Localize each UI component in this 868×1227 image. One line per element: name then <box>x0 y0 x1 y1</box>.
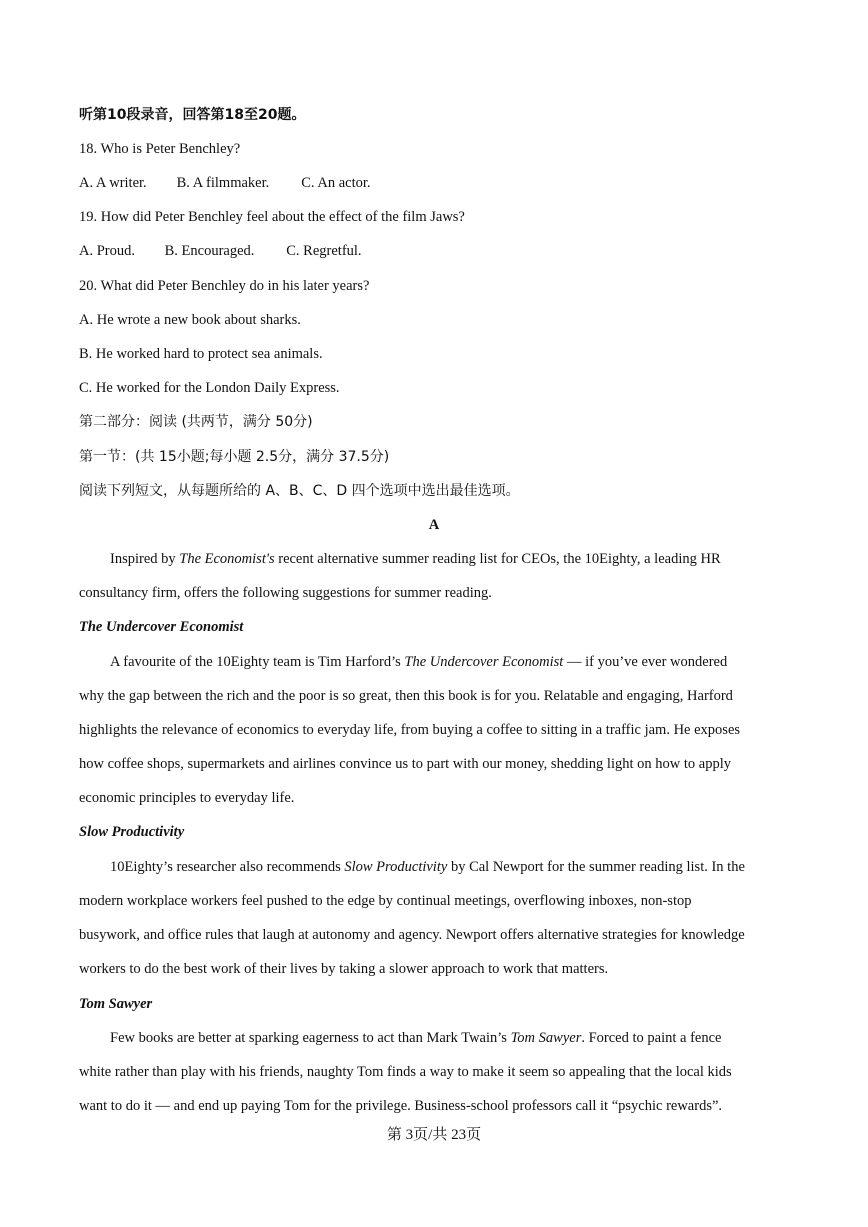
intro-post: recent alternative summer reading list for CEOs, the 10Eighty, a leading HR <box>274 551 721 567</box>
question-20-option-b: B. He worked hard to protect sea animals. <box>79 346 323 362</box>
book-title-tom-sawyer: Tom Sawyer <box>79 996 153 1012</box>
book1-line-3: highlights the relevance of economics to everyday life, from buying a coffee to sitting in a traffic jam. He exposes <box>79 722 741 738</box>
book3-line-2: white rather than play with his friends, naughty Tom finds a way to make it seem so appealing that the local kids <box>79 1064 732 1080</box>
book2-line-3: busywork, and office rules that laugh at autonomy and agency. Newport offers alternative strategies for knowledge <box>79 927 745 943</box>
question-18-option-b: B. A filmmaker. <box>176 175 270 191</box>
question-19-options <box>79 242 788 260</box>
reading-instruction: 阅读下列短文，从每题所给的 A、B、C、D 四个选项中选出最佳选项。 <box>79 483 520 499</box>
question-18-option-c: C. An actor. <box>301 175 371 191</box>
section1-title: 第一节：(共 15小题;每小题 2.5分，满分 37.5分) <box>79 449 390 465</box>
book2-line1-post: by Cal Newport for the summer reading list. In the <box>447 859 745 875</box>
question-18-stem: 18. Who is Peter Benchley? <box>79 141 241 157</box>
book1-line1-pre: A favourite of the 10Eighty team is Tim Harford’s <box>110 654 405 670</box>
intro-line-2: consultancy firm, offers the following suggestions for summer reading. <box>79 585 492 601</box>
question-19-option-a: A. Proud. <box>79 243 135 259</box>
question-20-stem: 20. What did Peter Benchley do in his later years? <box>79 278 370 294</box>
book1-line1-italic: The Undercover Economist <box>404 654 564 670</box>
book3-line1-italic: Tom Sawyer <box>510 1030 582 1046</box>
book3-line1-post: . Forced to paint a fence <box>581 1030 722 1046</box>
intro-line-1 <box>110 550 788 568</box>
page-footer: 第 3页/共 23页 <box>386 1127 482 1143</box>
book3-line-1 <box>110 1029 788 1047</box>
book3-line1-pre: Few books are better at sparking eagerness to act than Mark Twain’s <box>110 1030 511 1046</box>
intro-source: The Economist's <box>179 551 275 567</box>
question-19-option-b: B. Encouraged. <box>164 243 255 259</box>
book-title-slow-productivity: Slow Productivity <box>79 824 185 840</box>
book2-line1-italic: Slow Productivity <box>344 859 448 875</box>
book1-line-4: how coffee shops, supermarkets and airlines convince us to part with our money, shedding light on how to apply <box>79 756 731 772</box>
passage-label: A <box>428 517 440 533</box>
section10-intro: 听第10段录音，回答第18至20题。 <box>79 107 306 123</box>
book2-line1-pre: 10Eighty’s researcher also recommends <box>110 859 345 875</box>
question-18-option-a: A. A writer. <box>79 175 147 191</box>
book2-line-1 <box>110 858 788 876</box>
part2-title: 第二部分：阅读 (共两节，满分 50分) <box>79 414 313 430</box>
book1-line-1 <box>110 653 788 671</box>
book2-line-2: modern workplace workers feel pushed to the edge by continual meetings, overflowing inboxes, non-stop <box>79 893 692 909</box>
book-title-undercover-economist: The Undercover Economist <box>79 619 244 635</box>
book1-line-5: economic principles to everyday life. <box>79 790 295 806</box>
question-18-options <box>79 174 788 192</box>
book1-line1-post: — if you’ve ever wondered <box>563 654 728 670</box>
intro-pre: Inspired by <box>110 551 180 567</box>
question-19-option-c: C. Regretful. <box>286 243 362 259</box>
book3-line-3: want to do it — and end up paying Tom for the privilege. Business-school professors call it “psychic rewards”. <box>79 1098 723 1114</box>
book2-line-4: workers to do the best work of their lives by taking a slower approach to work that matters. <box>79 961 609 977</box>
question-19-stem: 19. How did Peter Benchley feel about the effect of the film Jaws? <box>79 209 465 225</box>
question-20-option-a: A. He wrote a new book about sharks. <box>79 312 301 328</box>
question-20-option-c: C. He worked for the London Daily Express. <box>79 380 340 396</box>
book1-line-2: why the gap between the rich and the poor is so great, then this book is for you. Relatable and engaging, Harford <box>79 688 733 704</box>
